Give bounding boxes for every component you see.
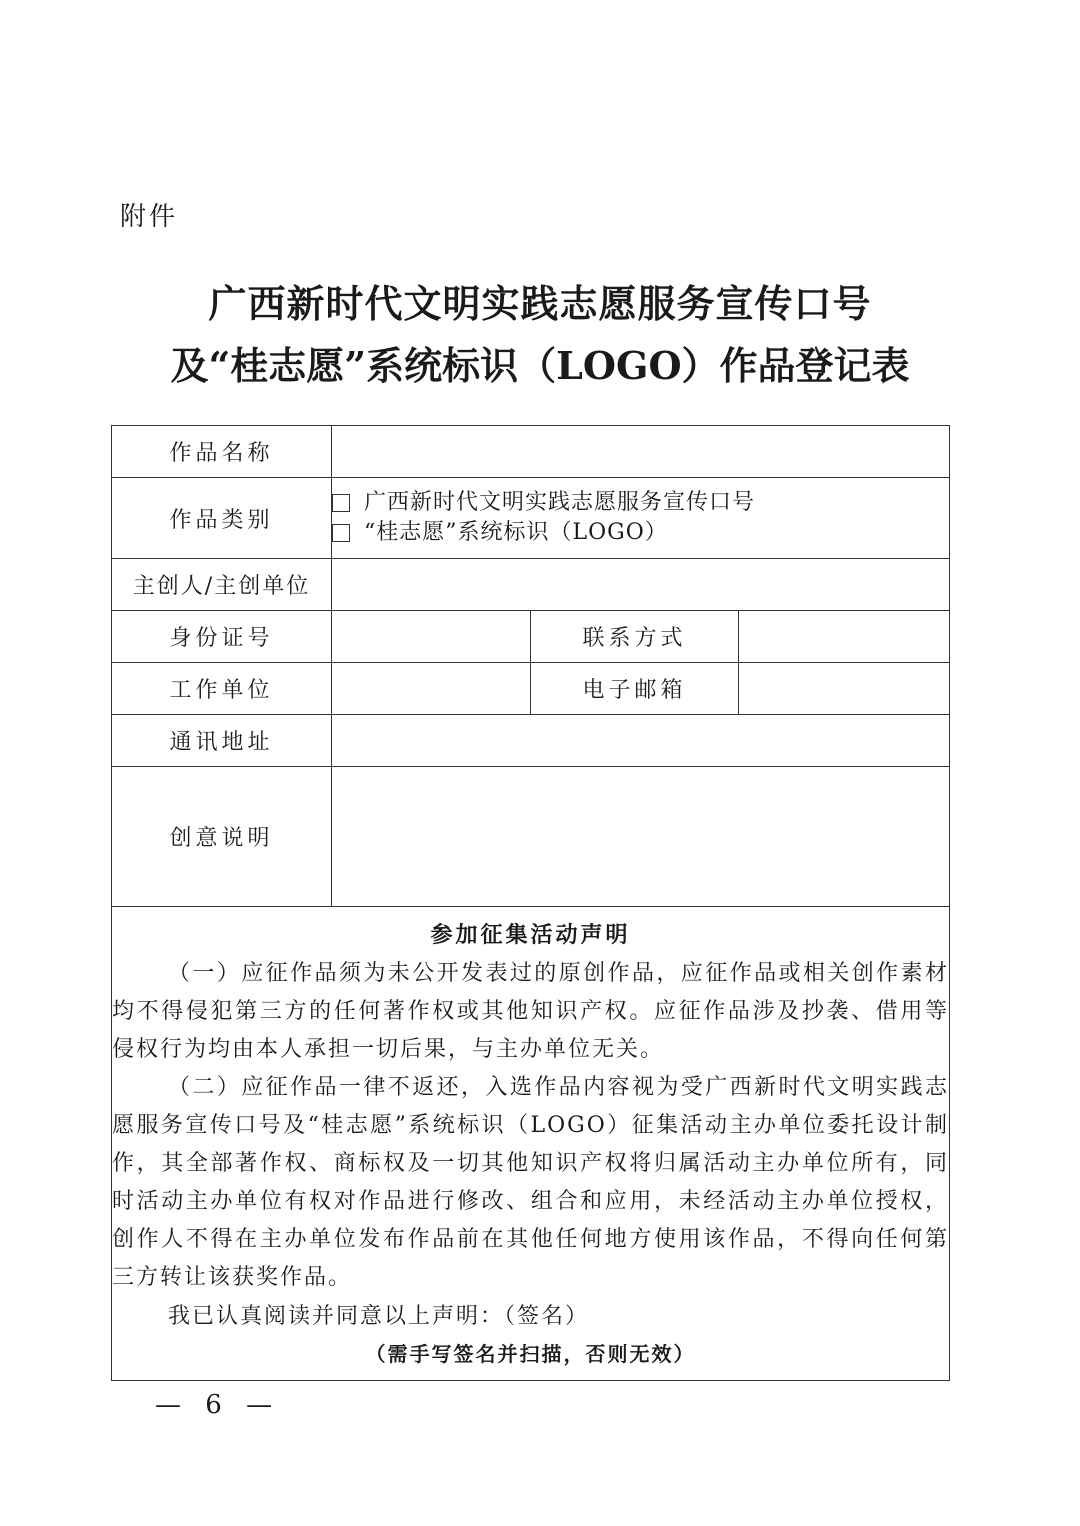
id-label: 身份证号 (112, 611, 332, 663)
id-field[interactable] (332, 611, 531, 663)
signature-statement: 我已认真阅读并同意以上声明：（签名） (168, 1303, 590, 1329)
checkbox-icon[interactable] (332, 494, 350, 512)
workplace-field[interactable] (332, 663, 531, 715)
contact-label: 联系方式 (531, 611, 739, 663)
category-option-label: “桂志愿”系统标识（LOGO） (364, 520, 668, 545)
form-title-line-1: 广西新时代文明实践志愿服务宣传口号 (208, 281, 872, 326)
work-name-label: 作品名称 (112, 426, 332, 478)
declaration-title: 参加征集活动声明 (430, 921, 631, 948)
idea-field[interactable] (332, 767, 950, 907)
checkbox-icon[interactable] (332, 524, 350, 542)
idea-label: 创意说明 (112, 767, 332, 907)
form-title-line-2: 及“桂志愿”系统标识（LOGO）作品登记表 (170, 343, 910, 388)
email-label: 电子邮箱 (531, 663, 739, 715)
row-category (112, 478, 950, 559)
declaration-section (112, 907, 950, 1381)
creator-field[interactable] (332, 559, 950, 611)
address-field[interactable] (332, 715, 950, 767)
row-idea (112, 767, 950, 907)
registration-form (111, 425, 950, 1381)
row-declaration (112, 907, 950, 1381)
creator-label: 主创人/主创单位 (112, 559, 332, 611)
contact-field[interactable] (739, 611, 950, 663)
address-label: 通讯地址 (112, 715, 332, 767)
category-option-label: 广西新时代文明实践志愿服务宣传口号 (364, 490, 756, 515)
row-workplace-email (112, 663, 950, 715)
work-name-field[interactable] (332, 426, 950, 478)
category-option-logo[interactable] (332, 518, 949, 548)
row-work-name (112, 426, 950, 478)
category-options (332, 478, 950, 559)
declaration-paragraph-2: （二）应征作品一律不返还，入选作品内容视为受广西新时代文明实践志愿服务宣传口号及“桂志愿”系统标识（LOGO）征集活动主办单位委托设计制作，其全部著作权、商标权及一切其他知识产权将归属活动主办单位所有，同时活动主办单位有权对作品进行修改、组合和应用，未经活动主办单位授权，创作人不得在主办单位发布作品前在其他任何地方使用该作品，不得向任何第三方转让该获奖作品。 (112, 1074, 950, 1290)
row-address (112, 715, 950, 767)
row-id-contact (112, 611, 950, 663)
signature-note: （需手写签名并扫描，否则无效） (365, 1341, 696, 1366)
page-number: — 6 — (155, 1390, 281, 1420)
workplace-label: 工作单位 (112, 663, 332, 715)
category-label: 作品类别 (112, 478, 332, 559)
email-field[interactable] (739, 663, 950, 715)
attachment-label: 附件 (120, 202, 179, 232)
declaration-paragraph-1: （一）应征作品须为未公开发表过的原创作品，应征作品或相关创作素材均不得侵犯第三方的任何著作权或其他知识产权。应征作品涉及抄袭、借用等侵权行为均由本人承担一切后果，与主办单位无关。 (112, 960, 950, 1062)
row-creator (112, 559, 950, 611)
category-option-slogan[interactable] (332, 488, 949, 518)
